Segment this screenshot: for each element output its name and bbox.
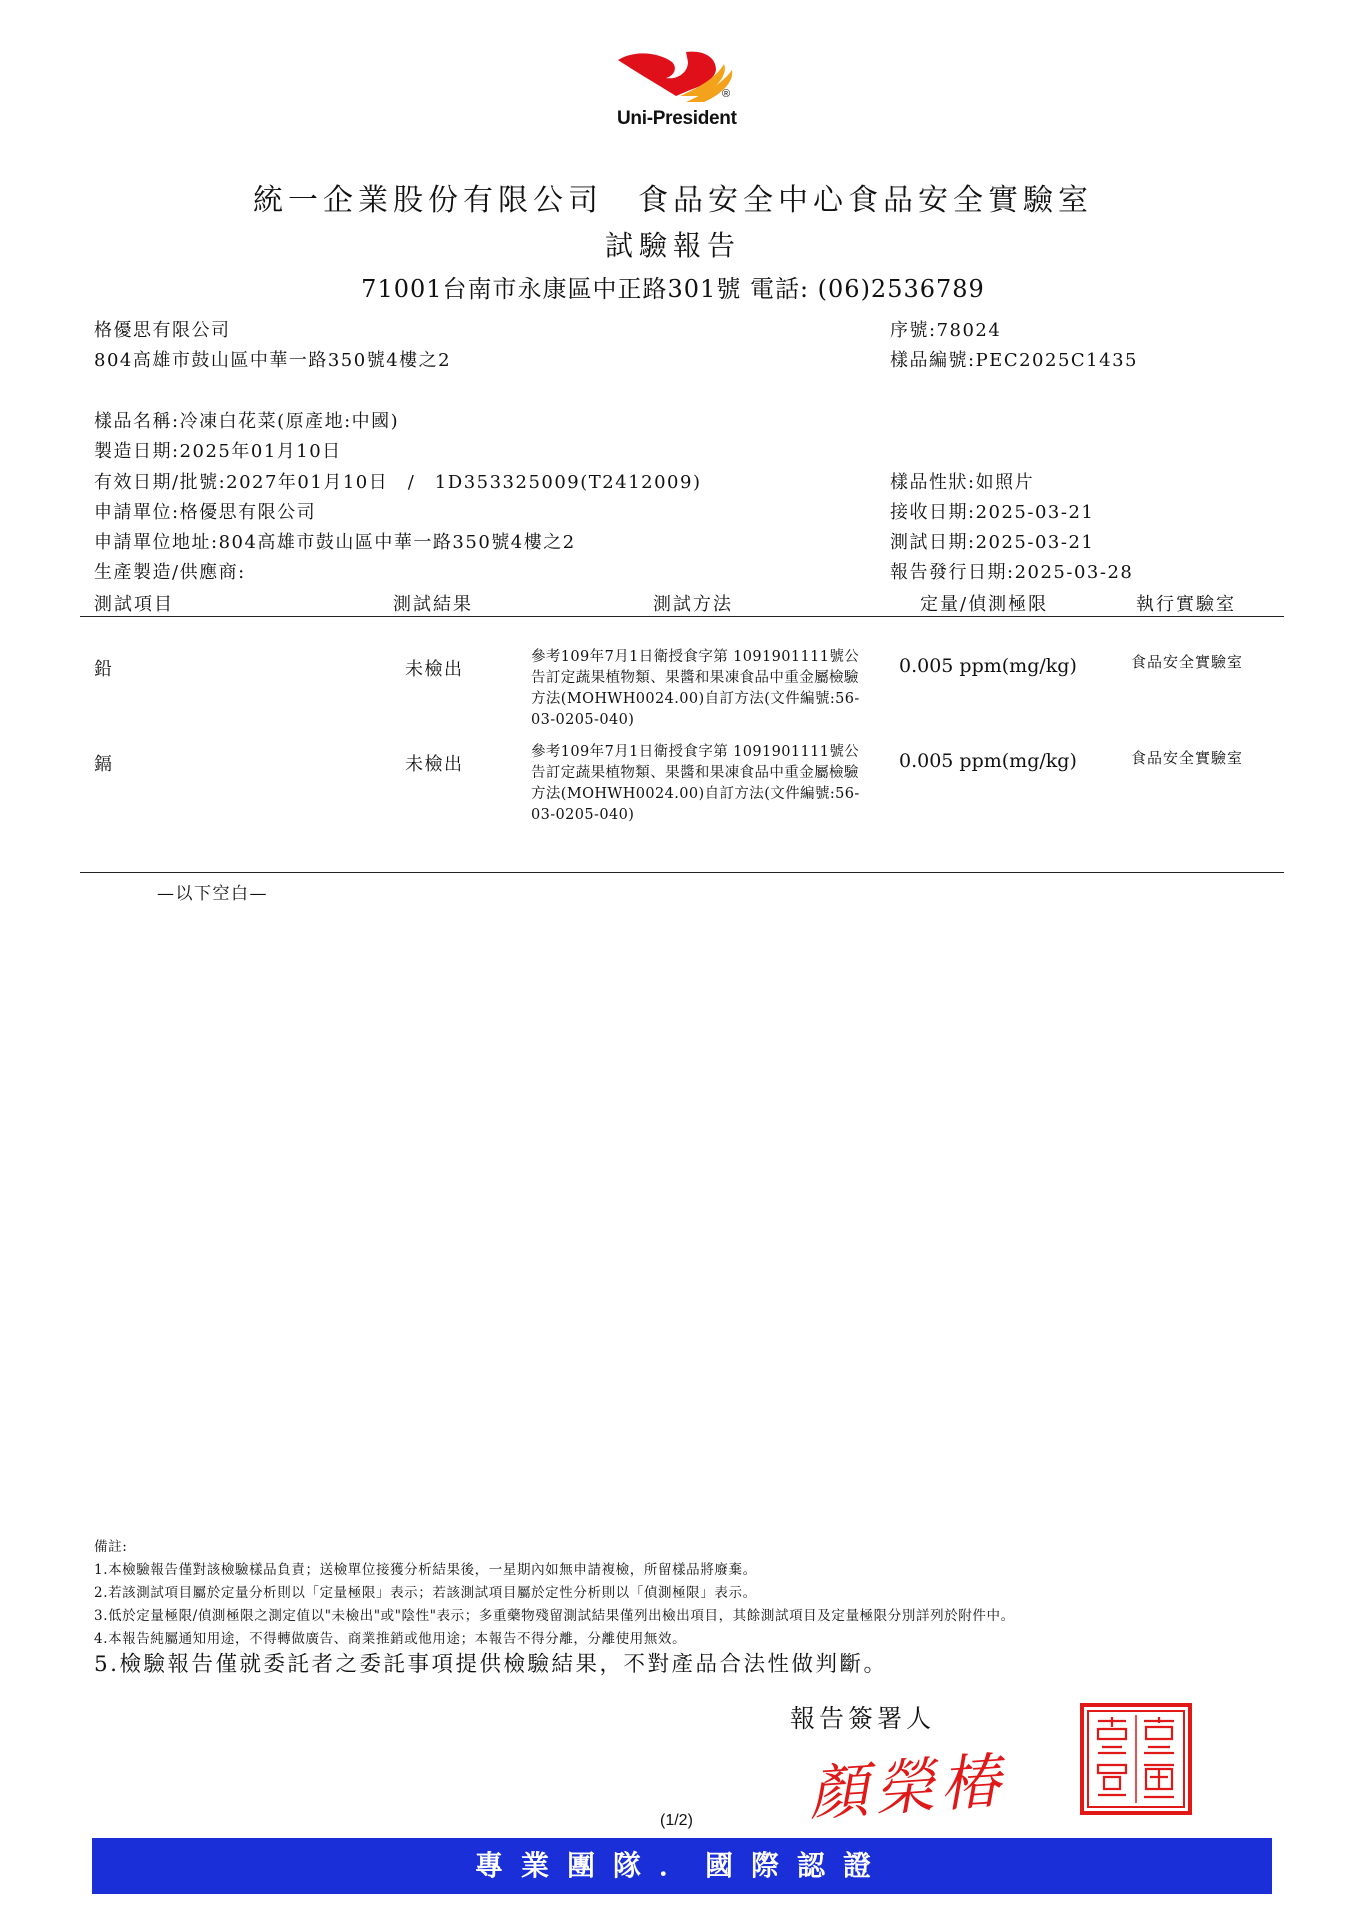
- table-bottom-divider: [80, 872, 1284, 873]
- producer-supplier: 生產製造/供應商:: [94, 562, 246, 583]
- applicant: 申請單位:格優思有限公司: [94, 502, 317, 523]
- logo-mark-icon: [616, 46, 736, 104]
- client-name: 格優思有限公司: [94, 320, 231, 341]
- serial-number: 序號:78024: [890, 320, 1002, 341]
- row-limit: 0.005 ppm(mg/kg): [899, 750, 1077, 772]
- header-test-method: 測試方法: [653, 594, 733, 615]
- seal-icon: [1084, 1707, 1188, 1811]
- applicant-address: 申請單位地址:804高雄市鼓山區中華一路350號4樓之2: [94, 532, 576, 553]
- registered-mark: ®: [722, 88, 731, 100]
- sample-appearance: 樣品性狀:如照片: [890, 472, 1035, 493]
- expiry-batch: 有效日期/批號:2027年01月10日 / 1D353325009(T2412009): [94, 472, 702, 493]
- company-lab-heading: 統一企業股份有限公司 食品安全中心食品安全實驗室: [253, 183, 1093, 218]
- test-date: 測試日期:2025-03-21: [890, 532, 1095, 553]
- row-lab: 食品安全實驗室: [1131, 749, 1244, 767]
- note-item: 5.檢驗報告僅就委託者之委託事項提供檢驗結果，不對產品合法性做判斷。: [94, 1652, 888, 1677]
- handwritten-signature: 顏榮椿: [806, 1746, 1009, 1830]
- report-title: 試驗報告: [604, 229, 741, 262]
- note-item: 3.低於定量極限/偵測極限之測定值以"未檢出"或"陰性"表示；多重藥物殘留測試結果僅列出檢出項目，其餘測試項目及定量極限分別詳列於附件中。: [94, 1608, 1015, 1624]
- header-limit: 定量/偵測極限: [920, 594, 1049, 615]
- row-test-item: 鉛: [94, 659, 114, 680]
- notes-title: 備註:: [94, 1539, 128, 1555]
- lab-seal-stamp: [1080, 1703, 1192, 1815]
- row-lab: 食品安全實驗室: [1131, 653, 1244, 671]
- row-test-item: 鎘: [94, 754, 114, 775]
- footer-slogan-bar: 專業團隊．國際認證: [92, 1838, 1272, 1894]
- received-date: 接收日期:2025-03-21: [890, 502, 1095, 523]
- row-test-method: 參考109年7月1日衛授食字第 1091901111號公告訂定蔬果植物類、果醬和果凍食品中重金屬檢驗方法(MOHWH0024.00)自訂方法(文件編號:56-03-0205-040): [531, 649, 860, 728]
- note-item: 1.本檢驗報告僅對該檢驗樣品負責；送檢單位接獲分析結果後，一星期內如無申請複檢，所留樣品將廢棄。: [94, 1562, 757, 1578]
- row-limit: 0.005 ppm(mg/kg): [899, 655, 1077, 677]
- header-lab: 執行實驗室: [1136, 594, 1236, 615]
- row-test-result: 未檢出: [405, 659, 464, 680]
- signatory-label: 報告簽署人: [790, 1704, 936, 1733]
- table-header-divider: [80, 616, 1284, 617]
- note-item: 4.本報告純屬通知用途，不得轉做廣告、商業推銷或他用途；本報告不得分離，分離使用無效。: [94, 1631, 687, 1647]
- header-test-item: 測試項目: [94, 594, 174, 615]
- row-test-method: 參考109年7月1日衛授食字第 1091901111號公告訂定蔬果植物類、果醬和果凍食品中重金屬檢驗方法(MOHWH0024.00)自訂方法(文件編號:56-03-0205-040): [531, 744, 860, 823]
- sample-name: 樣品名稱:冷凍白花菜(原產地:中國): [94, 411, 400, 432]
- row-test-result: 未檢出: [405, 754, 464, 775]
- lab-address-phone: 71001台南市永康區中正路301號 電話: (06)2536789: [361, 275, 985, 303]
- issue-date: 報告發行日期:2025-03-28: [890, 562, 1134, 583]
- blank-below-mark: —以下空白—: [157, 884, 268, 904]
- logo-text: Uni-President: [617, 108, 737, 129]
- client-address: 804高雄市鼓山區中華一路350號4樓之2: [94, 350, 452, 371]
- sample-number: 樣品編號:PEC2025C1435: [890, 350, 1138, 371]
- note-item: 2.若該測試項目屬於定量分析則以「定量極限」表示；若該測試項目屬於定性分析則以「偵測極限」表示。: [94, 1585, 757, 1601]
- page-number: (1/2): [660, 1812, 693, 1829]
- header-test-result: 測試結果: [393, 594, 473, 615]
- manufacture-date: 製造日期:2025年01月10日: [94, 441, 342, 462]
